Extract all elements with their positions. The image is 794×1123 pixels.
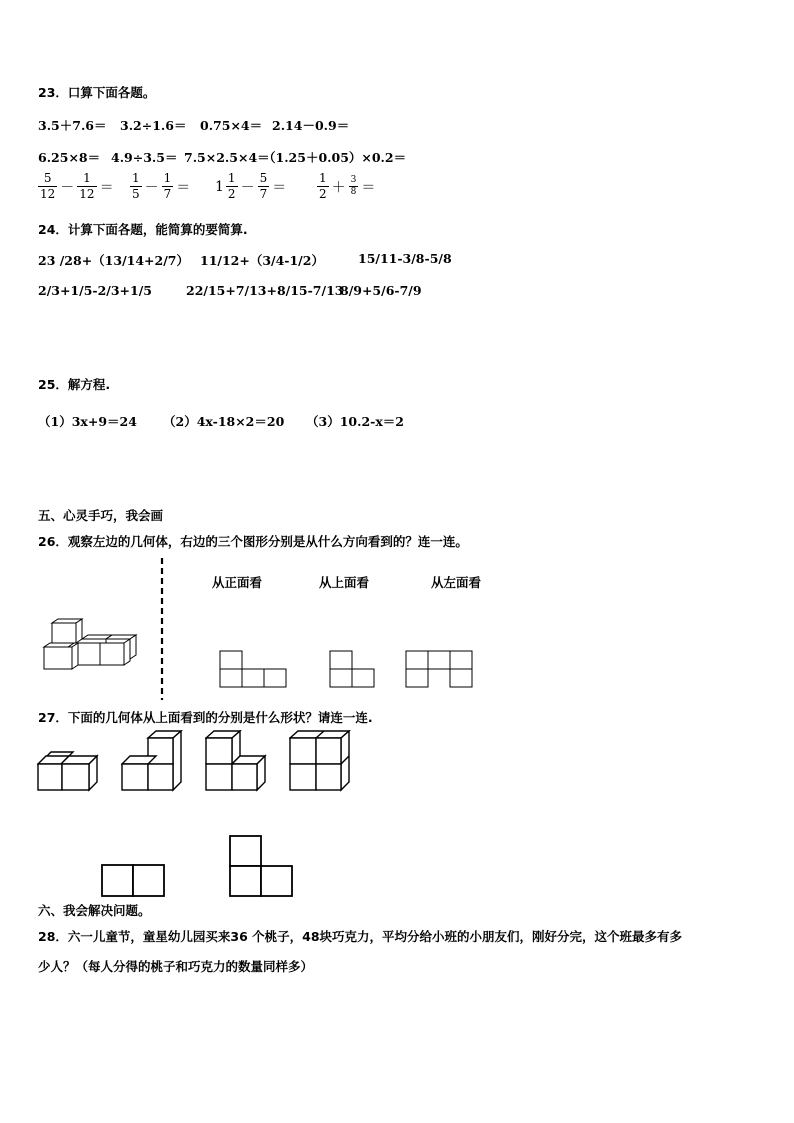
q23-row1-item1: 3.5＋7.6＝ xyxy=(38,118,107,133)
q23-row2-item4: （1.25＋0.05）×0.2＝ xyxy=(263,150,407,165)
q26-view-shape-3 xyxy=(405,650,474,689)
q26-label-front: 从正面看 xyxy=(212,575,263,590)
q24-row2-item2: 22/15+7/13+8/15-7/13 xyxy=(186,283,344,298)
q28-text-line-1: 28．六一儿童节，童星幼儿园买来36 个桃子，48块巧克力，平均分给小班的小朋友们，刚好分完，这个班最多有多 xyxy=(38,929,683,944)
q23-row2-item3: 7.5×2.5×4＝ xyxy=(184,150,270,165)
q26-view-shape-2 xyxy=(329,650,376,689)
q23-fraction-expr-4: $\frac{1}{2}$ ＋ $\frac{3}{8}$ ＝ xyxy=(319,171,376,201)
q23-row1-item3: 0.75×4＝ xyxy=(200,118,263,133)
q23-fraction-expr-2: $\frac{1}{5}$ － $\frac{1}{7}$ ＝ xyxy=(132,171,191,201)
q24-row1-item2: 11/12+（3/4-1/2） xyxy=(200,253,324,268)
q26-title: 26．观察左边的几何体，右边的三个图形分别是从什么方向看到的？连一连。 xyxy=(38,534,468,549)
q24-row1-item1: 23 /28+（13/14+2/7） xyxy=(38,253,189,268)
q25-equation-3: （3）10.2-x＝2 xyxy=(306,414,404,429)
q26-view-shape-1 xyxy=(219,650,288,689)
q26-label-top: 从上面看 xyxy=(319,575,370,590)
q27-title: 27．下面的几何体从上面看到的分别是什么形状？请连一连. xyxy=(38,710,373,725)
q26-dashed-divider xyxy=(160,558,164,700)
section-5-title: 五、心灵手巧，我会画 xyxy=(38,508,164,523)
q27-solid-figure-4 xyxy=(289,730,353,792)
q26-label-left: 从左面看 xyxy=(431,575,482,590)
q28-text-line-2: 少人？（每人分得的桃子和巧克力的数量同样多） xyxy=(38,959,314,974)
q23-row1-item2: 3.2÷1.6＝ xyxy=(120,118,187,133)
q25-equation-1: （1）3x+9＝24 xyxy=(38,414,137,429)
q23-row1-item4: 2.14－0.9＝ xyxy=(272,118,350,133)
q27-solid-figure-2 xyxy=(121,730,185,792)
q27-top-view-shape-1 xyxy=(101,864,166,897)
q24-row1-item3: 15/11-3/8-5/8 xyxy=(358,251,452,266)
q25-equation-2: （2）4x-18×2＝20 xyxy=(163,414,285,429)
q25-title: 25．解方程. xyxy=(38,377,111,392)
q23-fraction-expr-3: 1 $\frac{1}{2}$ － $\frac{5}{7}$ ＝ xyxy=(215,171,287,201)
section-6-title: 六、我会解决问题。 xyxy=(38,903,151,918)
q23-row2-item1: 6.25×8＝ xyxy=(38,150,101,165)
q23-fraction-expr-1: $\frac{5}{12}$ － $\frac{1}{12}$ ＝ xyxy=(40,171,114,201)
q27-top-view-shape-2 xyxy=(229,835,294,898)
q24-row2-item1: 2/3+1/5-2/3+1/5 xyxy=(38,283,152,298)
q26-cube-solid-figure xyxy=(40,615,145,675)
q23-row2-item2: 4.9÷3.5＝ xyxy=(111,150,178,165)
q23-title: 23．口算下面各题。 xyxy=(38,85,156,100)
q24-title: 24．计算下面各题，能简算的要简算. xyxy=(38,222,248,237)
q27-solid-figure-3 xyxy=(205,730,269,792)
q27-solid-figure-1 xyxy=(37,748,101,792)
q24-row2-item3: 8/9+5/6-7/9 xyxy=(340,283,422,298)
